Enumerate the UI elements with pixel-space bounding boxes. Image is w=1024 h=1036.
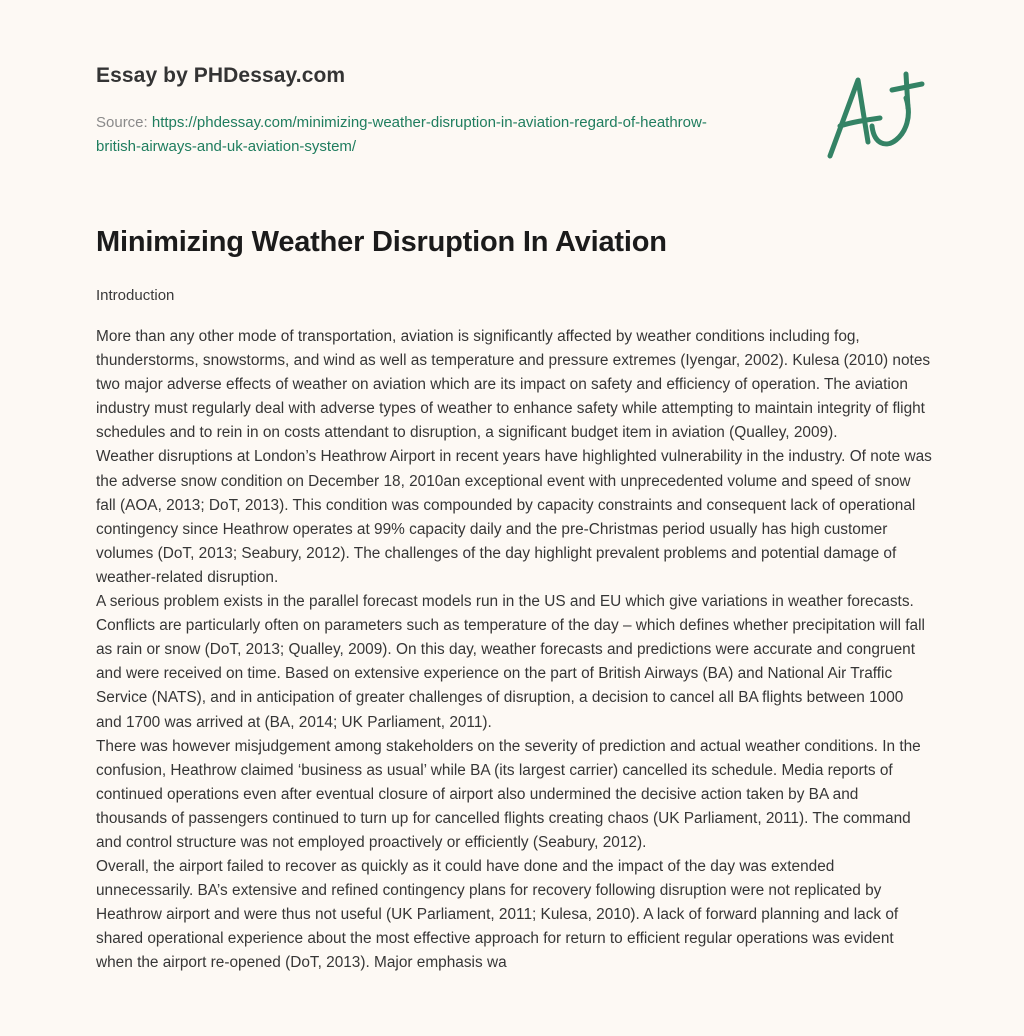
paragraph: Overall, the airport failed to recover as quickly as it could have done and the impact of the day was extended unnecessarily. BA’s extensive and refined contingency plans for recovery following disruption were not replicated by Heathrow airport and were thus not useful (UK Parliament, 2011; Kulesa, 2010). A lack of forward planning and lack of shared operational experience about the most effective approach for return to efficient regular operations was evident when the airport re-opened (DoT, 2013). Major emphasis wa — [96, 858, 899, 972]
section-heading-introduction: Introduction — [96, 287, 175, 304]
essay-page — [96, 0, 936, 972]
source-line — [96, 111, 736, 159]
essay-body — [96, 325, 932, 976]
paragraph: A serious problem exists in the parallel forecast models run in the US and EU which give variations in weather forecasts. Conflicts are particularly often on parameters such as temperature of the day – which defines whether precipitation will fall as rain or snow (DoT, 2013; Qualley, 2009). On this day, weather forecasts and predictions were accurate and congruent and were received on time. Based on extensive experience on the part of British Airways (BA) and National Air Traffic Service (NATS), and in anticipation of greater challenges of disruption, a decision to cancel all BA flights between 1000 and 1700 was arrived at (BA, 2014; UK Parliament, 2011). — [96, 593, 925, 731]
paragraph: Weather disruptions at London’s Heathrow Airport in recent years have highlighted vulnerability in the industry. Of note was the adverse snow condition on December 18, 2010an exceptional event with unprecedented volume and speed of snow fall (AOA, 2013; DoT, 2013). This condition was compounded by capacity constraints and consequent lack of operational contingency since Heathrow operates at 99% capacity daily and the pre-Christmas period usually has high customer volumes (DoT, 2013; Seabury, 2012). The challenges of the day highlight prevalent problems and potential damage of weather-related disruption. — [96, 448, 932, 586]
a-plus-grade-icon — [822, 68, 928, 164]
site-title: Essay by PHDessay.com — [96, 64, 346, 87]
paragraph: More than any other mode of transportation, aviation is significantly affected by weather conditions including fog, thunderstorms, snowstorms, and wind as well as temperature and pressure extremes (Iyengar, 2002). Kulesa (2010) notes two major adverse effects of weather on aviation which are its impact on safety and efficiency of operation. The aviation industry must regularly deal with adverse types of weather to enhance safety while attempting to maintain integrity of flight schedules and to rein in on costs attendant to disruption, a significant budget item in aviation (Qualley, 2009). — [96, 328, 931, 442]
source-link[interactable]: https://phdessay.com/minimizing-weather-disruption-in-aviation-regard-of-heathrow-british-airways-and-uk-aviation-system/ — [96, 114, 707, 155]
document-title: Minimizing Weather Disruption In Aviation — [96, 226, 667, 258]
source-label: Source: — [96, 114, 148, 131]
page-header — [96, 0, 936, 200]
paragraph: There was however misjudgement among stakeholders on the severity of prediction and actual weather conditions. In the confusion, Heathrow claimed ‘business as usual’ while BA (its largest carrier) cancelled its schedule. Media reports of continued operations even after eventual closure of airport also undermined the decisive action taken by BA and thousands of passengers continued to turn up for cancelled flights creating chaos (UK Parliament, 2011). The command and control structure was not employed proactively or efficiently (Seabury, 2012). — [96, 737, 921, 851]
